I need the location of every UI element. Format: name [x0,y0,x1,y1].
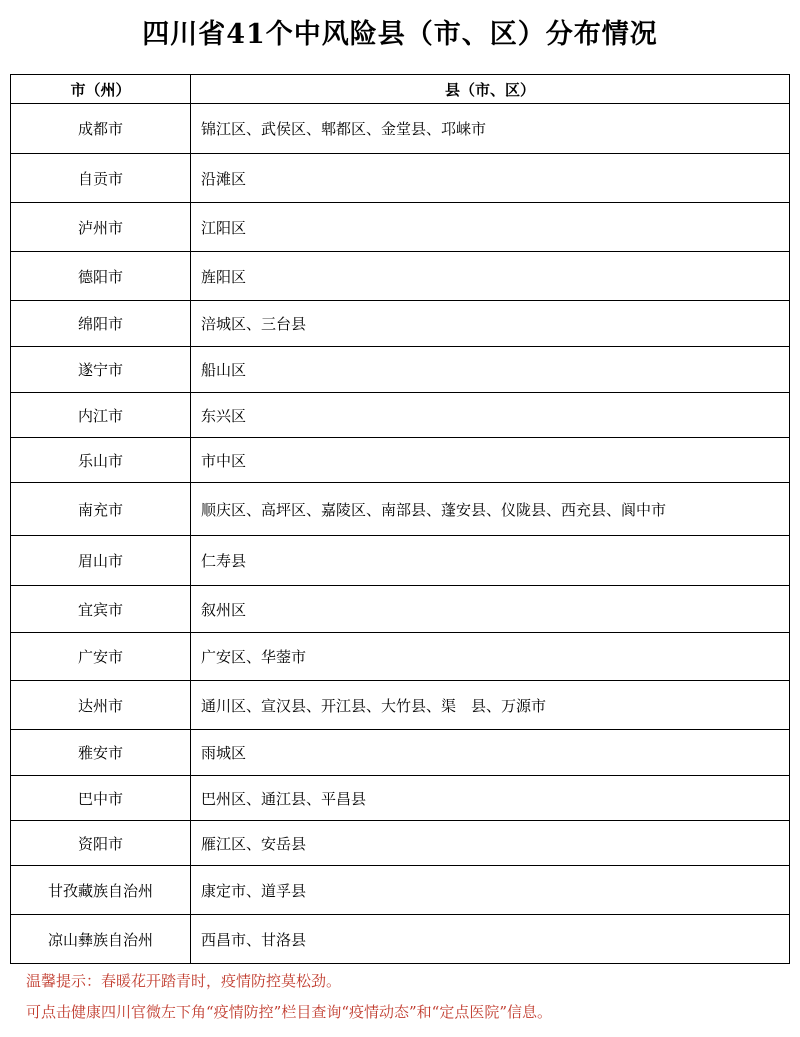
counties-cell: 广安区、华蓥市 [191,633,790,681]
city-cell: 宜宾市 [11,586,191,633]
city-cell: 南充市 [11,483,191,536]
city-cell: 巴中市 [11,776,191,821]
city-cell: 德阳市 [11,252,191,301]
table-row [11,104,790,154]
counties-cell: 锦江区、武侯区、郫都区、金堂县、邛崃市 [191,104,790,154]
counties-cell: 通川区、宣汉县、开江县、大竹县、渠 县、万源市 [191,681,790,730]
city-cell: 绵阳市 [11,301,191,347]
tip-text: 温馨提示：春暖花开踏青时，疫情防控莫松劲。 [26,972,342,990]
counties-cell: 西昌市、甘洛县 [191,915,790,964]
counties-cell: 叙州区 [191,586,790,633]
city-cell: 资阳市 [11,821,191,866]
table-row [11,438,790,483]
counties-cell: 船山区 [191,347,790,393]
city-cell: 凉山彝族自治州 [11,915,191,964]
table-row [11,252,790,301]
counties-cell: 雁江区、安岳县 [191,821,790,866]
counties-cell: 雨城区 [191,730,790,776]
table-row [11,915,790,964]
city-cell: 遂宁市 [11,347,191,393]
city-cell: 达州市 [11,681,191,730]
city-cell: 自贡市 [11,154,191,203]
city-cell: 甘孜藏族自治州 [11,866,191,915]
table-row [11,821,790,866]
info-text: 可点击健康四川官微左下角“疫情防控”栏目查询“疫情动态”和“定点医院”信息。 [26,1003,553,1021]
notes [26,966,796,1028]
counties-cell: 顺庆区、高坪区、嘉陵区、南部县、蓬安县、仪陇县、西充县、阆中市 [191,483,790,536]
counties-cell: 涪城区、三台县 [191,301,790,347]
city-cell: 成都市 [11,104,191,154]
header-city: 市（州） [11,75,191,104]
table-row [11,393,790,438]
counties-cell: 巴州区、通江县、平昌县 [191,776,790,821]
counties-cell: 仁寿县 [191,536,790,586]
counties-cell: 江阳区 [191,203,790,252]
table-row [11,866,790,915]
page-title: 四川省41个中风险县（市、区）分布情况 [142,19,658,50]
table-row [11,154,790,203]
table-row [11,681,790,730]
risk-table [10,74,790,964]
table-row [11,730,790,776]
city-cell: 广安市 [11,633,191,681]
city-cell: 乐山市 [11,438,191,483]
table-header-row [11,75,790,104]
city-cell: 眉山市 [11,536,191,586]
table-row [11,301,790,347]
table-row [11,536,790,586]
table-row [11,633,790,681]
table-row [11,776,790,821]
counties-cell: 旌阳区 [191,252,790,301]
header-counties: 县（市、区） [191,75,790,104]
counties-cell: 康定市、道孚县 [191,866,790,915]
city-cell: 内江市 [11,393,191,438]
table-row [11,483,790,536]
city-cell: 雅安市 [11,730,191,776]
city-cell: 泸州市 [11,203,191,252]
table-row [11,347,790,393]
table-row [11,203,790,252]
table-row [11,586,790,633]
counties-cell: 东兴区 [191,393,790,438]
counties-cell: 市中区 [191,438,790,483]
counties-cell: 沿滩区 [191,154,790,203]
